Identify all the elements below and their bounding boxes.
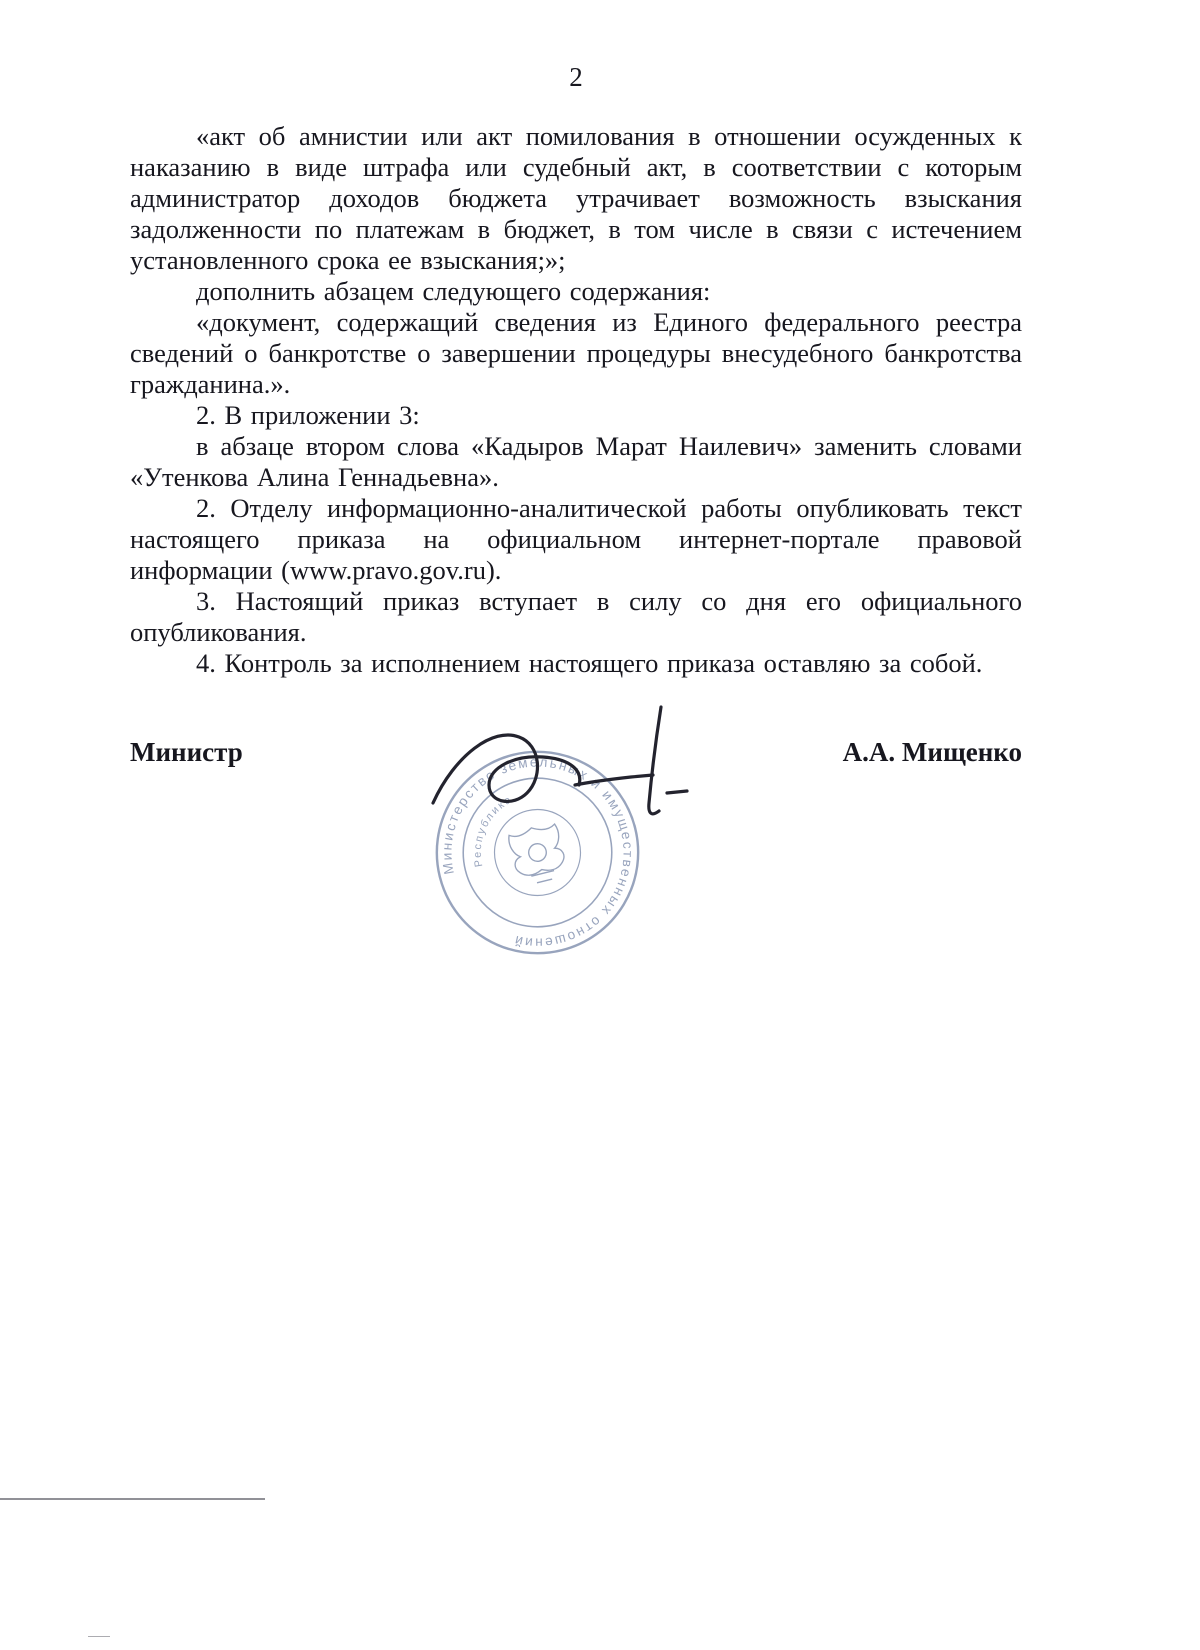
stamp-inner-text: Республика xyxy=(471,793,515,868)
paragraph: 2. Отделу информационно-аналитической работы опубликовать текст настоящего приказа на официальном интернет-портале правовой информации (www.pravo.gov.ru). xyxy=(130,493,1022,585)
signature-block xyxy=(130,737,1022,1027)
page-number: 2 xyxy=(569,62,583,92)
paragraph: 4. Контроль за исполнением настоящего приказа оставляю за собой. xyxy=(196,648,983,678)
paragraph: «документ, содержащий сведения из Единого федерального реестра сведений о банкротстве о завершении процедуры внесудебного банкротства гражданина.». xyxy=(130,307,1022,399)
document-content xyxy=(130,62,1022,1027)
stamp-outer-text: Министерство земельных и имущественных отношений xyxy=(439,754,636,951)
paragraph: 2. В приложении 3: xyxy=(196,400,420,430)
paragraph: дополнить абзацем следующего содержания: xyxy=(196,276,711,306)
paragraph: в абзаце втором слова «Кадыров Марат Наилевич» заменить словами «Утенкова Алина Геннадьевна». xyxy=(130,431,1022,492)
minister-name: А.А. Мищенко xyxy=(842,737,1022,767)
minister-title: Министр xyxy=(130,737,243,767)
scan-artifact-line xyxy=(0,1498,265,1500)
paragraph: «акт об амнистии или акт помилования в отношении осужденных к наказанию в виде штрафа или судебный акт, в соответствии с которым администратор доходов бюджета утрачивает возможность взыскания задолженности по платежам в бюджет, в том числе в связи с истечением установленного срока ее взыскания;»; xyxy=(130,121,1022,275)
paragraph: 3. Настоящий приказ вступает в силу со дня его официального опубликования. xyxy=(130,586,1022,647)
scan-artifact-tick xyxy=(88,1636,110,1637)
handwritten-signature xyxy=(415,685,745,835)
